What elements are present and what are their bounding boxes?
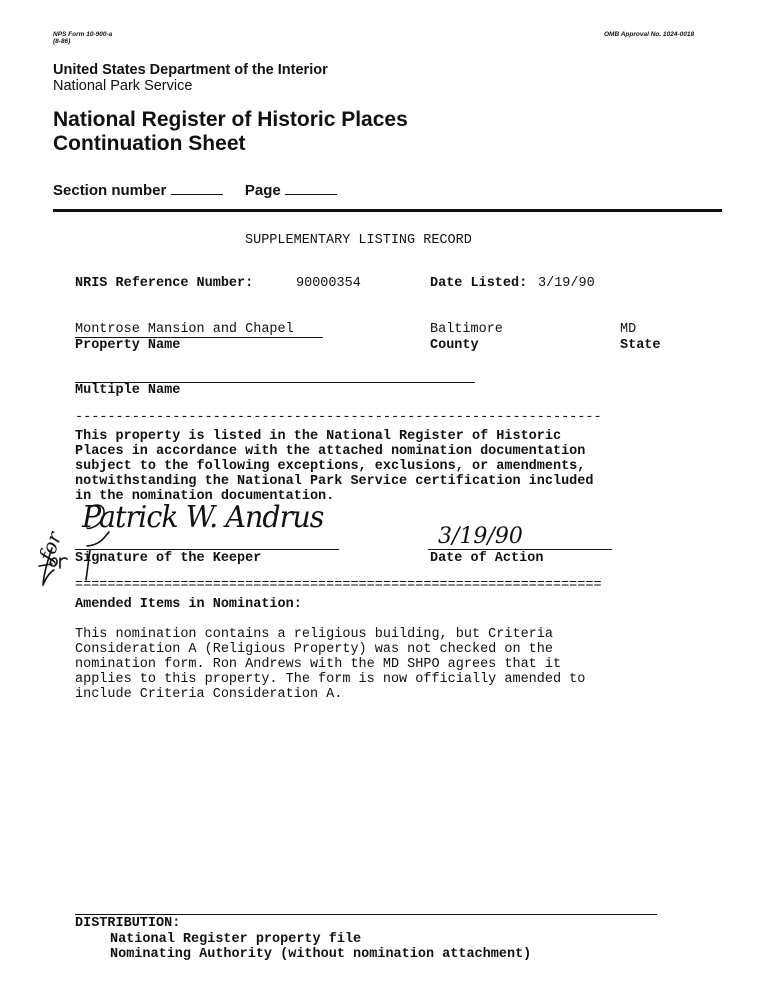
state-label: State bbox=[620, 338, 661, 353]
section-number-field bbox=[53, 182, 337, 199]
service-name: National Park Service bbox=[53, 78, 193, 94]
omb-approval: OMB Approval No. 1024-0018 bbox=[604, 31, 695, 38]
property-name-label: Property Name bbox=[75, 338, 181, 353]
nris-value: 90000354 bbox=[296, 276, 361, 291]
distribution-rule bbox=[75, 914, 657, 915]
header-divider bbox=[53, 209, 722, 212]
date-of-action-label: Date of Action bbox=[430, 551, 544, 566]
property-name-value: Montrose Mansion and Chapel bbox=[75, 322, 294, 337]
form-title: National Register of Historic Places bbox=[53, 108, 408, 131]
date-listed-value: 3/19/90 bbox=[538, 276, 595, 291]
state-value: MD bbox=[620, 322, 637, 337]
certification-text: This property is listed in the National Register of Historic Places in accordance with the attached nomination documentation subject to the following exceptions, exclusions, or amendments, notwithstanding the National Park Service certification included in the nomination documentation. bbox=[75, 429, 594, 504]
amended-text: This nomination contains a religious building, but Criteria Consideration A (Religious Property) was not checked on the nomination form. Ron Andrews with the MD SHPO agrees that it applies to this property. The form is now officially amended to include Criteria Consideration A. bbox=[75, 627, 586, 702]
distribution-item: National Register property file bbox=[110, 932, 362, 947]
distribution-item: Nominating Authority (without nomination attachment) bbox=[110, 947, 532, 962]
distribution-label: DISTRIBUTION: bbox=[75, 916, 181, 931]
county-label: County bbox=[430, 338, 479, 353]
for-handwriting: for bbox=[34, 528, 67, 565]
date-line bbox=[428, 549, 612, 550]
signature-line bbox=[75, 549, 339, 550]
signature-handwriting: Patrick W. Andrus bbox=[82, 500, 324, 535]
dashed-separator: ----------------------------------------------------------------- bbox=[75, 410, 602, 425]
signature-label: Signature of the Keeper bbox=[75, 551, 262, 566]
department-name: United States Department of the Interior bbox=[53, 62, 328, 78]
distribution-list bbox=[110, 932, 531, 962]
form-number: NPS Form 10-900-a bbox=[53, 31, 113, 38]
section-number-label: Section number bbox=[53, 182, 167, 199]
nris-label: NRIS Reference Number: bbox=[75, 276, 254, 291]
section-number-blank bbox=[171, 194, 223, 195]
form-subtitle: Continuation Sheet bbox=[53, 132, 246, 155]
form-date: (8-86) bbox=[53, 38, 71, 45]
date-listed-label: Date Listed: bbox=[430, 276, 528, 291]
multiple-name-label: Multiple Name bbox=[75, 383, 181, 398]
page-blank bbox=[285, 194, 337, 195]
date-handwriting: 3/19/90 bbox=[438, 524, 523, 549]
double-separator: ================================================================= bbox=[75, 578, 602, 593]
amended-heading: Amended Items in Nomination: bbox=[75, 597, 302, 612]
page-label: Page bbox=[244, 182, 281, 199]
county-value: Baltimore bbox=[430, 322, 503, 337]
record-heading: SUPPLEMENTARY LISTING RECORD bbox=[245, 233, 472, 248]
